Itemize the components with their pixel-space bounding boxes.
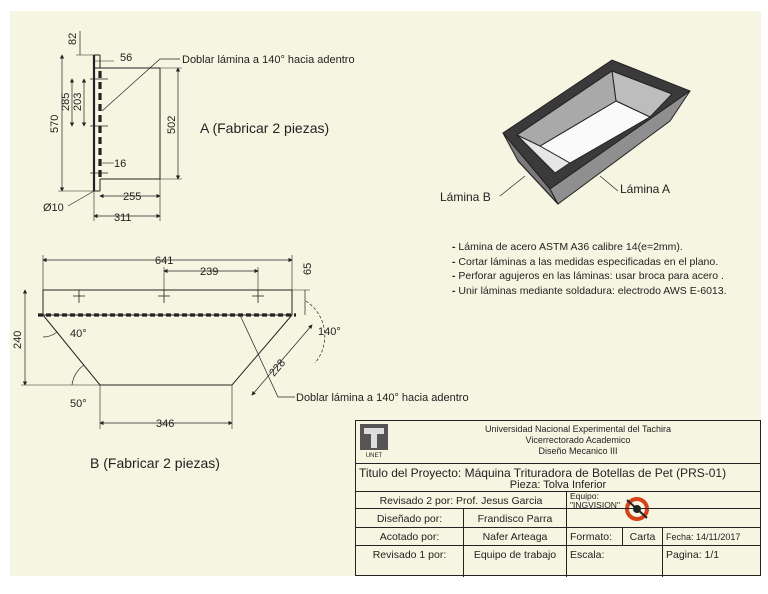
svg-text:UNET: UNET — [365, 453, 383, 458]
university-text: Universidad Nacional Experimental del Tachira Vicerrectorado Academico Diseño Mecanico III — [485, 424, 671, 456]
dim-228: 228 — [267, 357, 289, 379]
title-block — [355, 420, 761, 576]
project-row — [356, 463, 760, 492]
dim-311: 311 — [114, 212, 132, 224]
notes-list — [452, 240, 758, 298]
dim-65: 65 — [302, 262, 314, 275]
dim-16: 16 — [114, 158, 127, 170]
disenado-value: Frandisco Parra — [463, 509, 566, 528]
note-line: - Lámina de acero ASTM A36 calibre 14(e=2mm). — [452, 241, 683, 253]
acotado-label: Acotado por: — [379, 531, 440, 543]
formato-value: Carta — [622, 528, 662, 546]
angle-50: 50° — [70, 398, 87, 410]
label-lamina-b: Lámina B — [440, 190, 491, 204]
part-b-bend-note: Doblar lámina a 140° hacia adentro — [296, 392, 469, 404]
note-line: - Unir láminas mediante soldadura: electrodo AWS E-6013. — [452, 284, 727, 297]
equipo-cell: Equipo: "INGVISION" — [566, 492, 622, 509]
pagina-cell: Pagina: 1/1 — [662, 546, 762, 577]
dim-255: 255 — [123, 191, 142, 203]
note-line: - Cortar láminas a las medidas especificadas en el plano. — [452, 255, 719, 268]
dim-82: 82 — [67, 32, 79, 45]
part-b-view — [21, 255, 325, 429]
university-header — [356, 421, 760, 463]
revisado1-row — [356, 545, 760, 577]
formato-label: Formato: — [566, 528, 622, 546]
dim-502: 502 — [166, 115, 178, 134]
disenado-row — [356, 508, 760, 528]
dim-240: 240 — [12, 330, 24, 349]
part-a-caption: A (Fabricar 2 piezas) — [200, 120, 330, 136]
note-line: - Perforar agujeros en las láminas: usar broca para acero . — [452, 270, 724, 282]
angle-140: 140° — [318, 326, 341, 338]
disenado-label: Diseñado por: — [376, 512, 443, 525]
part-b-caption: B (Fabricar 2 piezas) — [90, 455, 220, 471]
unet-logo — [360, 424, 388, 458]
dim-346: 346 — [156, 418, 175, 430]
dim-56: 56 — [120, 52, 133, 64]
dim-239: 239 — [200, 266, 219, 278]
project-title: Titulo del Proyecto: Máquina Trituradora de Botellas de Pet (PRS-01) — [359, 466, 727, 480]
revisado2-row — [356, 491, 760, 509]
revisado1-label: Revisado 1 por: — [372, 549, 447, 561]
angle-40: 40° — [70, 328, 87, 340]
dim-203: 203 — [72, 92, 84, 111]
dim-285: 285 — [60, 92, 72, 111]
acotado-row — [356, 527, 760, 546]
revisado1-value: Equipo de trabajo — [463, 546, 566, 577]
escala-label: Escala: — [566, 546, 662, 577]
dim-641: 641 — [155, 255, 174, 267]
dim-diameter: Ø10 — [43, 202, 64, 214]
part-a-dims — [43, 33, 355, 224]
fecha-cell: Fecha: 14/11/2017 — [662, 528, 762, 546]
dim-570: 570 — [49, 114, 61, 133]
label-lamina-a: Lámina A — [620, 182, 671, 196]
acotado-value: Nafer Arteaga — [463, 528, 566, 546]
piece-name: Pieza: Tolva Inferior — [509, 479, 607, 491]
revisado2-cell: Revisado 2 por: Prof. Jesus Garcia — [379, 494, 543, 507]
part-a-bend-note: Doblar lámina a 140° hacia adentro — [182, 54, 355, 66]
